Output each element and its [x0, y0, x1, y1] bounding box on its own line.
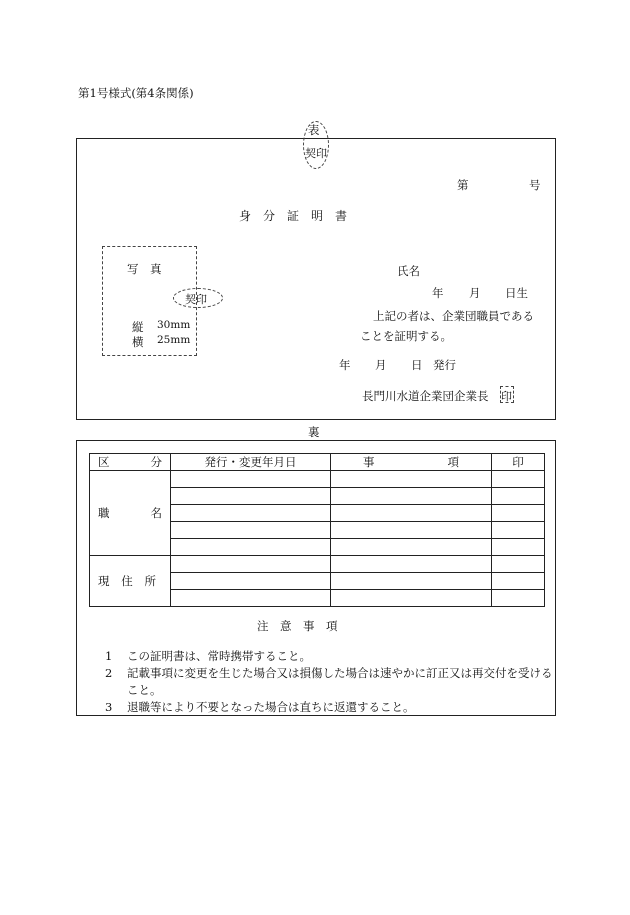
card-number-suffix: 号	[529, 178, 541, 192]
front-side-label: 表	[308, 123, 320, 137]
notes-list	[105, 648, 555, 716]
photo-height-label: 縦	[132, 320, 144, 334]
notes-title: 注 意 事 項	[257, 619, 338, 633]
issue-month: 月	[375, 358, 387, 372]
header-seal: 印	[492, 454, 545, 471]
photo-label: 写 真	[127, 262, 162, 276]
header-matter: 事 項	[331, 454, 492, 471]
photo-height-value: 30mm	[157, 319, 191, 331]
note-item: 3 退職等により不要となった場合は直ちに返還すること。	[105, 700, 415, 714]
table-row	[90, 471, 545, 488]
note-item: 2 記載事項に変更を生じた場合又は損傷した場合は速やかに訂正又は再交付を受けること。	[105, 666, 553, 697]
card-number-prefix: 第	[457, 178, 469, 192]
note-item: 1 この証明書は、常時携帯すること。	[105, 649, 311, 663]
seal-photo-text: 契印	[185, 293, 207, 306]
table-row	[90, 556, 545, 573]
birth-year: 年	[432, 286, 444, 300]
table-header-row	[90, 454, 545, 471]
section-address: 現 住 所	[90, 556, 171, 607]
back-side-label: 裏	[308, 425, 320, 439]
header-date: 発行・変更年月日	[171, 454, 331, 471]
issuer-name: 長門川水道企業団企業長	[362, 389, 489, 403]
birth-month: 月	[469, 286, 481, 300]
seal-top-text: 契印	[305, 147, 327, 160]
issue-day: 日	[411, 358, 423, 372]
issuer-seal-text: 印	[501, 390, 512, 403]
form-label: 第1号様式(第4条関係)	[78, 86, 194, 100]
photo-width-value: 25mm	[157, 334, 191, 346]
page-title: 身 分 証 明 書	[239, 209, 348, 223]
front-card	[76, 138, 556, 420]
section-position: 職 名	[90, 471, 171, 556]
header-category: 区 分	[90, 454, 171, 471]
history-table	[89, 453, 545, 607]
name-label: 氏名	[397, 264, 420, 278]
issue-year: 年	[339, 358, 351, 372]
issue-issued: 発行	[433, 358, 456, 372]
photo-width-label: 横	[132, 335, 144, 349]
certify-line-2: ことを証明する。	[360, 329, 452, 343]
birth-day: 日生	[505, 286, 528, 300]
certify-line-1: 上記の者は、企業団職員である	[373, 309, 534, 323]
